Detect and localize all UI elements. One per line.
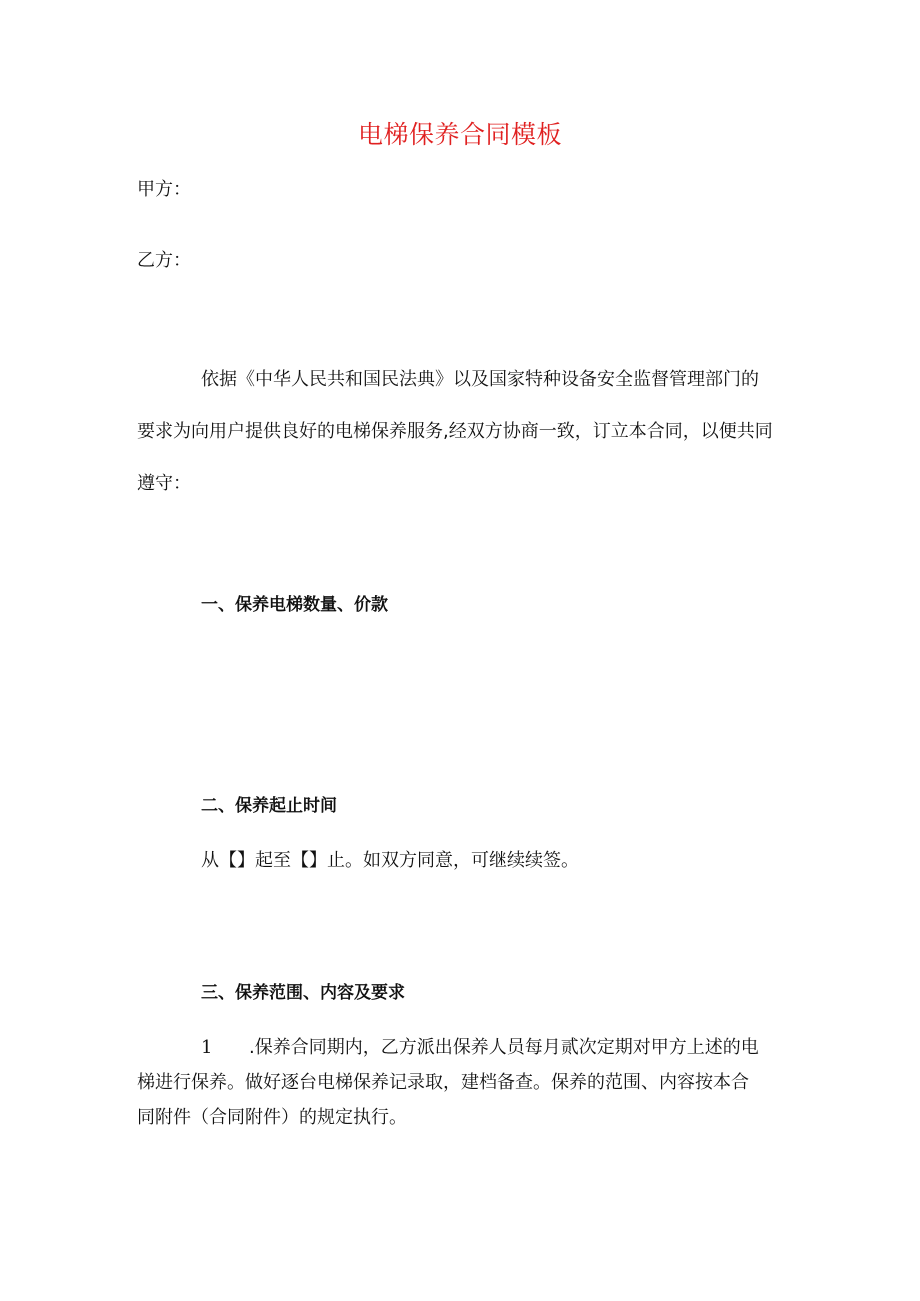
intro-line: 依据《中华人民共和国民法典》以及国家特种设备安全监督管理部门的 [201,369,759,390]
party-a-label: 甲方： [137,179,191,200]
party-b-label: 乙方： [137,250,191,271]
section-3-line: 同附件（合同附件）的规定执行。 [137,1107,407,1128]
section-3-line: 梯进行保养。做好逐台电梯保养记录取，建档备查。保养的范围、内容按本合 [137,1072,749,1093]
document-title: 电梯保养合同模板 [357,120,562,149]
section-3-line [137,1030,787,1065]
item-text: .保养合同期内，乙方派出保养人员每月贰次定期对甲方上述的电 [249,1037,759,1058]
intro-paragraph [137,354,787,510]
section-2-text: 从【】起至【】止。如双方同意，可继续续签。 [201,850,579,871]
intro-line: 遵守： [137,473,191,494]
section-3-heading: 三、保养范围、内容及要求 [201,983,405,1003]
section-2-heading: 二、保养起止时间 [201,796,337,816]
section-3-item-1 [137,1030,787,1135]
intro-line: 要求为向用户提供良好的电梯保养服务,经双方协商一致，订立本合同，以便共同 [137,421,773,442]
item-number: 1 [201,1037,213,1058]
section-1-heading: 一、保养电梯数量、价款 [201,595,388,615]
